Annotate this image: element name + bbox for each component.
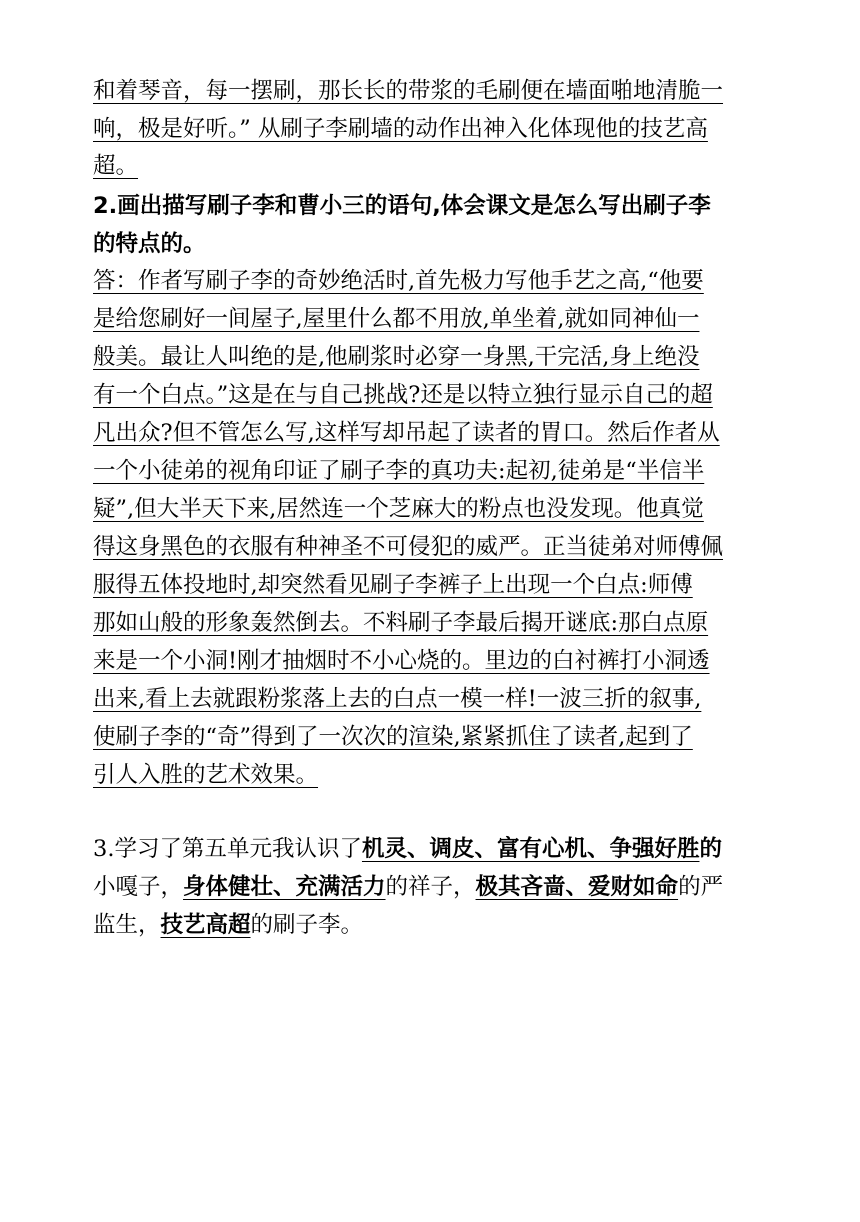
answer2-line-11: 来是一个小洞!刚才抽烟时不小心烧的。里边的白衬裤打小洞透	[93, 648, 710, 674]
name-yan-start: 的严	[678, 874, 724, 900]
answer2-line-3: 般美。最让人叫绝的是,他刷浆时必穿一身黑,干完活,身上绝没	[93, 344, 700, 370]
answer1-line-3: 超。	[93, 153, 139, 179]
question3-line-3	[93, 910, 769, 940]
answer2-line-8: 得这身黑色的衣服有种神圣不可侵犯的威严。正当徒弟对师傅佩	[93, 534, 724, 560]
traits-yanjiansheng: 极其吝啬、爱财如命	[475, 874, 679, 900]
answer2-line-10: 那如山般的形象轰然倒去。不料刷子李最后揭开谜底:那白点原	[93, 610, 709, 636]
answer1-line-2: 响，极是好听。” 从刷子李刷墙的动作出神入化体现他的技艺高	[93, 116, 708, 142]
answer2-line-14: 引人入胜的艺术效果。	[93, 762, 319, 788]
name-xiangzi: 的祥子，	[385, 874, 476, 900]
question2-line-1: 2.画出描写刷子李和曹小三的语句,体会课文是怎么写出刷子李	[93, 193, 711, 219]
name-shuazili: 的刷子李。	[250, 912, 364, 938]
question3-line-2	[93, 872, 769, 902]
question3-particle: 的	[699, 836, 722, 862]
answer2-line-6: 一个小徒弟的视角印证了刷子李的真功夫:起初,徒弟是“半信半	[93, 458, 705, 484]
answer2-line-9: 服得五体投地时,却突然看见刷子李裤子上出现一个白点:师傅	[93, 572, 693, 598]
question2-line-2: 的特点的。	[93, 231, 206, 257]
question3-line-1	[93, 834, 769, 864]
answer2-line-1: 答：作者写刷子李的奇妙绝活时,首先极力写他手艺之高,“他要	[93, 268, 704, 294]
answer2-line-5: 凡出众?但不管怎么写,这样写却吊起了读者的胃口。然后作者从	[93, 420, 720, 446]
answer2-line-4: 有一个白点。”这是在与自己挑战?还是以特立独行显示自己的超	[93, 382, 713, 408]
answer2-line-2: 是给您刷好一间屋子,屋里什么都不用放,单坐着,就如同神仙一	[93, 306, 700, 332]
traits-xiaogazi: 机灵、调皮、富有心机、争强好胜	[361, 836, 700, 862]
traits-xiangzi: 身体健壮、充满活力	[183, 874, 386, 900]
answer2-line-7: 疑”,但大半天下来,居然连一个芝麻大的粉点也没发现。他真觉	[93, 496, 704, 522]
answer2-line-13: 使刷子李的“奇”得到了一次次的渲染,紧紧抓住了读者,起到了	[93, 724, 693, 750]
traits-shuazili: 技艺高超	[160, 912, 251, 938]
name-xiaogazi: 小嘎子，	[93, 874, 184, 900]
question3-prefix: 3.学习了第五单元我认识了	[93, 836, 362, 862]
answer1-line-1: 和着琴音，每一摆刷，那长长的带浆的毛刷便在墙面啪地清脆一	[93, 78, 724, 104]
name-jiansheng: 监生，	[93, 912, 161, 938]
answer2-line-12: 出来,看上去就跟粉浆落上去的白点一模一样!一波三折的叙事,	[93, 686, 702, 712]
